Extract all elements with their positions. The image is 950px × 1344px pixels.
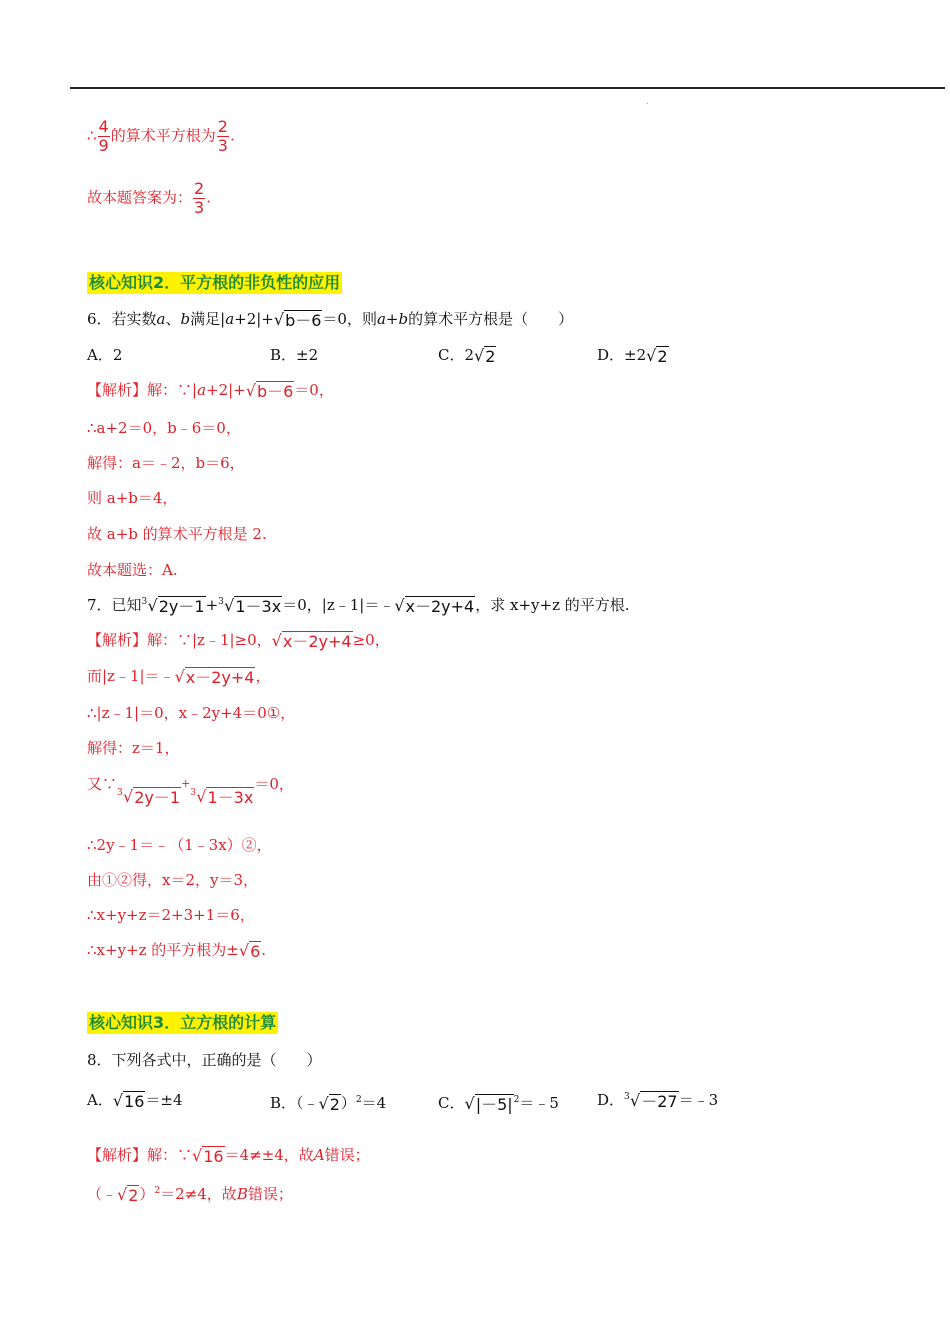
sqrt-expression: √ 2 bbox=[117, 1185, 139, 1205]
q8-option-b: B．（﹣ √ 2 ）$^2$＝4 bbox=[270, 1094, 387, 1114]
q6-option-c: C．2 √ 2 bbox=[438, 346, 496, 366]
sqrt-expression: √ b－6 bbox=[245, 381, 294, 401]
section-heading-3: 核心知识3．立方根的计算 bbox=[89, 1013, 277, 1032]
cube-root-expression: 3 √ 2y－1 bbox=[141, 596, 205, 616]
sqrt-expression: √ x－2y+4 bbox=[174, 667, 255, 687]
sol6-line-2: ∴a+2＝0，b﹣6＝0， bbox=[87, 419, 241, 437]
sol8-line-2: （﹣ √ 2 ）$^2$＝2≠4，故B错误； bbox=[87, 1185, 293, 1205]
cube-root-expression: 3 √ 1－3x bbox=[190, 787, 254, 807]
q6-option-d: D．±2 √ 2 bbox=[597, 346, 668, 366]
cube-root-expression: 3 √ 2y－1 bbox=[117, 787, 181, 807]
sqrt-expression: √ x－2y+4 bbox=[271, 631, 352, 651]
q8-option-d: D． 3 √ －27 ＝﹣3 bbox=[597, 1091, 719, 1111]
prev-line-2: 故本题答案为： $\frac{2}{3}$ . bbox=[87, 179, 211, 217]
sol6-line-4: 则 a+b＝4， bbox=[87, 489, 178, 507]
sqrt-expression: √ x－2y+4 bbox=[394, 596, 475, 616]
sol6-line-3: 解得：a＝﹣2，b＝6， bbox=[87, 454, 245, 472]
sol7-line-6: ∴2y﹣1＝﹣（1﹣3x）②， bbox=[87, 836, 272, 854]
fraction: $\frac{2}{3}$ bbox=[194, 179, 205, 217]
sqrt-expression: √ 2 bbox=[646, 346, 668, 366]
sol7-line-1: 【解析】解：∵|z﹣1|≥0， √ x－2y+4 ≥0， bbox=[87, 631, 390, 651]
cube-root-expression: 3 √ 1－3x bbox=[218, 596, 282, 616]
sqrt-expression: √ 2 bbox=[474, 346, 496, 366]
sol7-line-7: 由①②得，x＝2，y＝3， bbox=[87, 871, 259, 889]
question-7-stem: 7．已知 3 √ 2y－1 + 3 √ 1－3x ＝0，|z﹣1|＝﹣ √ x－2y+4 ，求 x+y+z 的平方根. bbox=[87, 596, 630, 616]
sol7-line-3: ∴|z﹣1|＝0，x﹣2y+4＝0①， bbox=[87, 704, 296, 722]
sqrt-expression: √ 16 bbox=[112, 1091, 145, 1111]
sqrt-expression: √ 16 bbox=[192, 1146, 224, 1166]
sol7-line-9: ∴x+y+z 的平方根为± √ 6 . bbox=[87, 941, 267, 961]
sol8-line-1: 【解析】解：∵ √ 16 ＝4≠±4，故A错误； bbox=[87, 1146, 370, 1166]
section-heading-2: 核心知识2．平方根的非负性的应用 bbox=[89, 273, 341, 292]
sol7-line-8: ∴x+y+z＝2+3+1＝6， bbox=[87, 906, 255, 924]
header-dot: . bbox=[646, 97, 649, 106]
q6-option-b: B．±2 bbox=[270, 346, 319, 364]
fraction: $\frac{4}{9}$ bbox=[98, 117, 109, 155]
sqrt-expression: √ 2 bbox=[318, 1094, 340, 1114]
cube-root-expression: 3 √ －27 bbox=[624, 1091, 678, 1111]
question-6-stem: 6．若实数a、b满足|a+2|+ √ b－6 ＝0，则a+b的算术平方根是（ ） bbox=[87, 310, 574, 330]
prev-line-1: ∴ $\frac{4}{9}$ 的算术平方根为 $\frac{2}{3}$ . bbox=[87, 117, 235, 155]
fraction: $\frac{2}{3}$ bbox=[217, 117, 228, 155]
sqrt-expression: √ b－6 bbox=[273, 310, 322, 330]
sqrt-expression: √ |－5| bbox=[464, 1094, 513, 1114]
sqrt-expression: √ 6 bbox=[238, 941, 261, 961]
sol7-line-4: 解得：z＝1， bbox=[87, 739, 180, 757]
q8-option-a: A． √ 16 ＝±4 bbox=[87, 1091, 183, 1111]
sol6-line-5: 故 a+b 的算术平方根是 2. bbox=[87, 525, 267, 543]
sol7-line-2: 而|z﹣1|＝﹣ √ x－2y+4 ， bbox=[87, 667, 271, 687]
header-rule bbox=[70, 87, 945, 89]
q8-option-c: C． √ |－5| $^2$＝﹣5 bbox=[438, 1094, 559, 1114]
question-8-stem: 8．下列各式中，正确的是（ ） bbox=[87, 1051, 322, 1069]
sol6-line-1: 【解析】解：∵|a+2|+ √ b－6 ＝0， bbox=[87, 381, 334, 401]
sol7-line-5: 又∵ 3 √ 2y－1 + 3 √ 1－3x ＝0， bbox=[87, 775, 294, 807]
sol6-line-6: 故本题选：A. bbox=[87, 561, 178, 579]
q6-option-a: A．2 bbox=[87, 346, 123, 364]
